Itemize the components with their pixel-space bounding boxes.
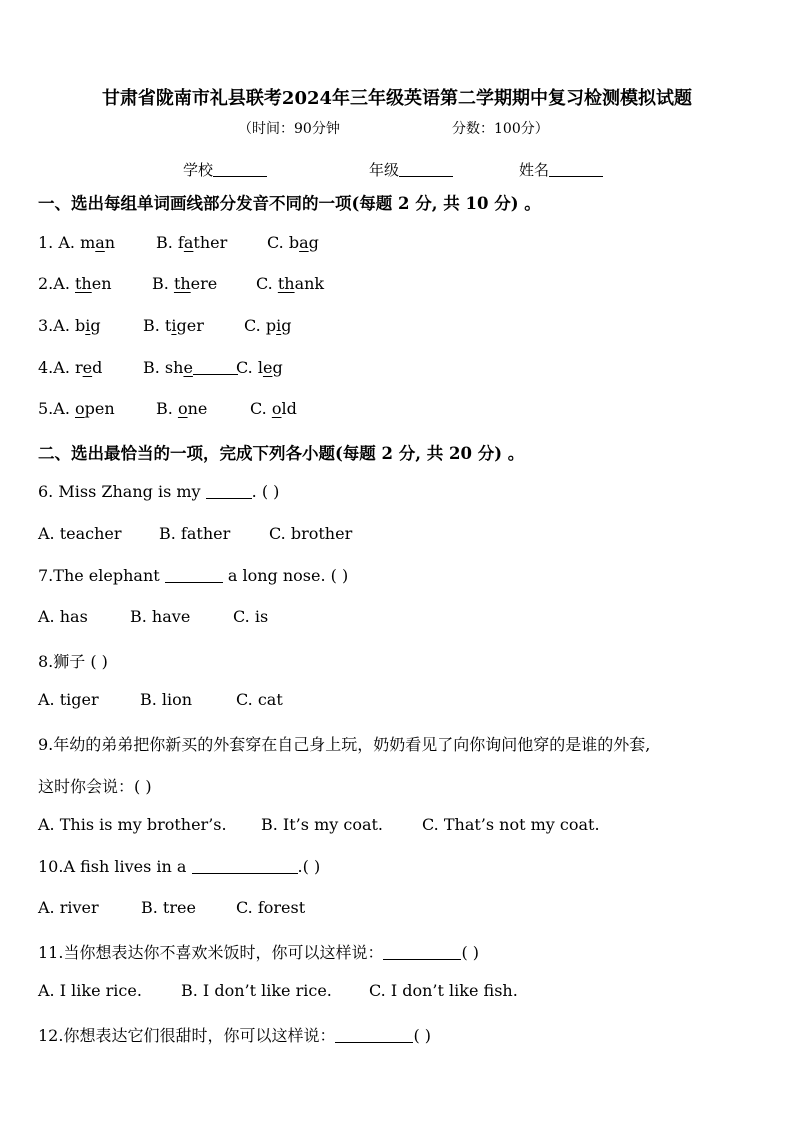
total-score: 分数：100分） [452,121,549,137]
question-6-option-b[interactable]: B. father [159,524,231,543]
question-11-option-a[interactable]: A. I like rice. [38,981,142,1000]
question-4-option-b: B. she [143,358,238,377]
name-field [519,159,603,180]
name-blank[interactable] [549,162,603,177]
section2-heading: 二、选出最恰当的一项，完成下列各小题(每题 2 分, 共 20 分) 。 [38,444,525,463]
question-9-stem: 9.年幼的弟弟把你新买的外套穿在自己身上玩，奶奶看见了向你询问他穿的是谁的外套, [38,735,651,754]
question-10-option-c[interactable]: C. forest [236,898,306,917]
question-11-option-b[interactable]: B. I don’t like rice. [181,981,332,1000]
question-3-option-b: B. tiger [143,316,204,335]
question-2-option-b: B. there [152,274,218,293]
question-10-option-b[interactable]: B. tree [141,898,196,917]
question-3-option-a: 3.A. big [38,316,101,335]
question-7-stem: 7.The elephant a long nose. ( ) [38,566,349,585]
question-6-stem: 6. Miss Zhang is my . ( ) [38,482,280,501]
answer-blank[interactable] [192,859,298,874]
question-8-stem: 8.狮子 ( ) [38,652,108,671]
question-9-stem-continued: 这时你会说：( ) [38,777,152,796]
question-4-option-c: C. leg [236,358,283,377]
question-10-option-a[interactable]: A. river [38,898,99,917]
grade-blank[interactable] [399,162,453,177]
section1-heading: 一、选出每组单词画线部分发音不同的一项(每题 2 分, 共 10 分) 。 [38,194,541,213]
school-blank[interactable] [213,162,267,177]
question-5-option-a: 5.A. open [38,399,115,418]
school-field [183,159,267,180]
question-7-option-c[interactable]: C. is [233,607,269,626]
stray-underline [193,360,238,375]
answer-blank[interactable] [206,484,252,499]
answer-blank[interactable] [335,1028,413,1043]
question-4-option-a: 4.A. red [38,358,103,377]
name-label: 姓名 [519,161,550,179]
question-8-option-a[interactable]: A. tiger [38,690,99,709]
question-2-option-a: 2.A. then [38,274,112,293]
question-9-option-c[interactable]: C. That’s not my coat. [422,815,600,834]
grade-label: 年级 [369,161,400,179]
question-5-option-b: B. one [156,399,208,418]
question-7-option-b[interactable]: B. have [130,607,191,626]
question-1-option-c: C. bag [267,233,319,252]
question-6-option-c[interactable]: C. brother [269,524,353,543]
question-6-option-a[interactable]: A. teacher [38,524,122,543]
question-9-option-b[interactable]: B. It’s my coat. [261,815,384,834]
question-10-stem: 10.A fish lives in a .( ) [38,857,321,876]
question-11-option-c[interactable]: C. I don’t like fish. [369,981,518,1000]
grade-field [369,159,453,180]
question-5-option-c: C. old [250,399,297,418]
question-12-stem: 12.你想表达它们很甜时，你可以这样说： ( ) [38,1026,432,1045]
question-3-option-c: C. pig [244,316,292,335]
question-1-option-b: B. father [156,233,228,252]
school-label: 学校 [183,161,214,179]
time-limit: （时间：90分钟 [238,121,340,137]
question-8-option-b[interactable]: B. lion [140,690,193,709]
question-8-option-c[interactable]: C. cat [236,690,283,709]
question-7-option-a[interactable]: A. has [38,607,88,626]
answer-blank[interactable] [165,568,223,583]
question-11-stem: 11.当你想表达你不喜欢米饭时，你可以这样说： ( ) [38,943,480,962]
exam-title: 甘肃省陇南市礼县联考2024年三年级英语第二学期期中复习检测模拟试题 [101,88,693,109]
answer-blank[interactable] [383,945,461,960]
question-1-option-a: 1. A. man [38,233,116,252]
question-2-option-c: C. thank [256,274,325,293]
question-9-option-a[interactable]: A. This is my brother’s. [38,815,227,834]
